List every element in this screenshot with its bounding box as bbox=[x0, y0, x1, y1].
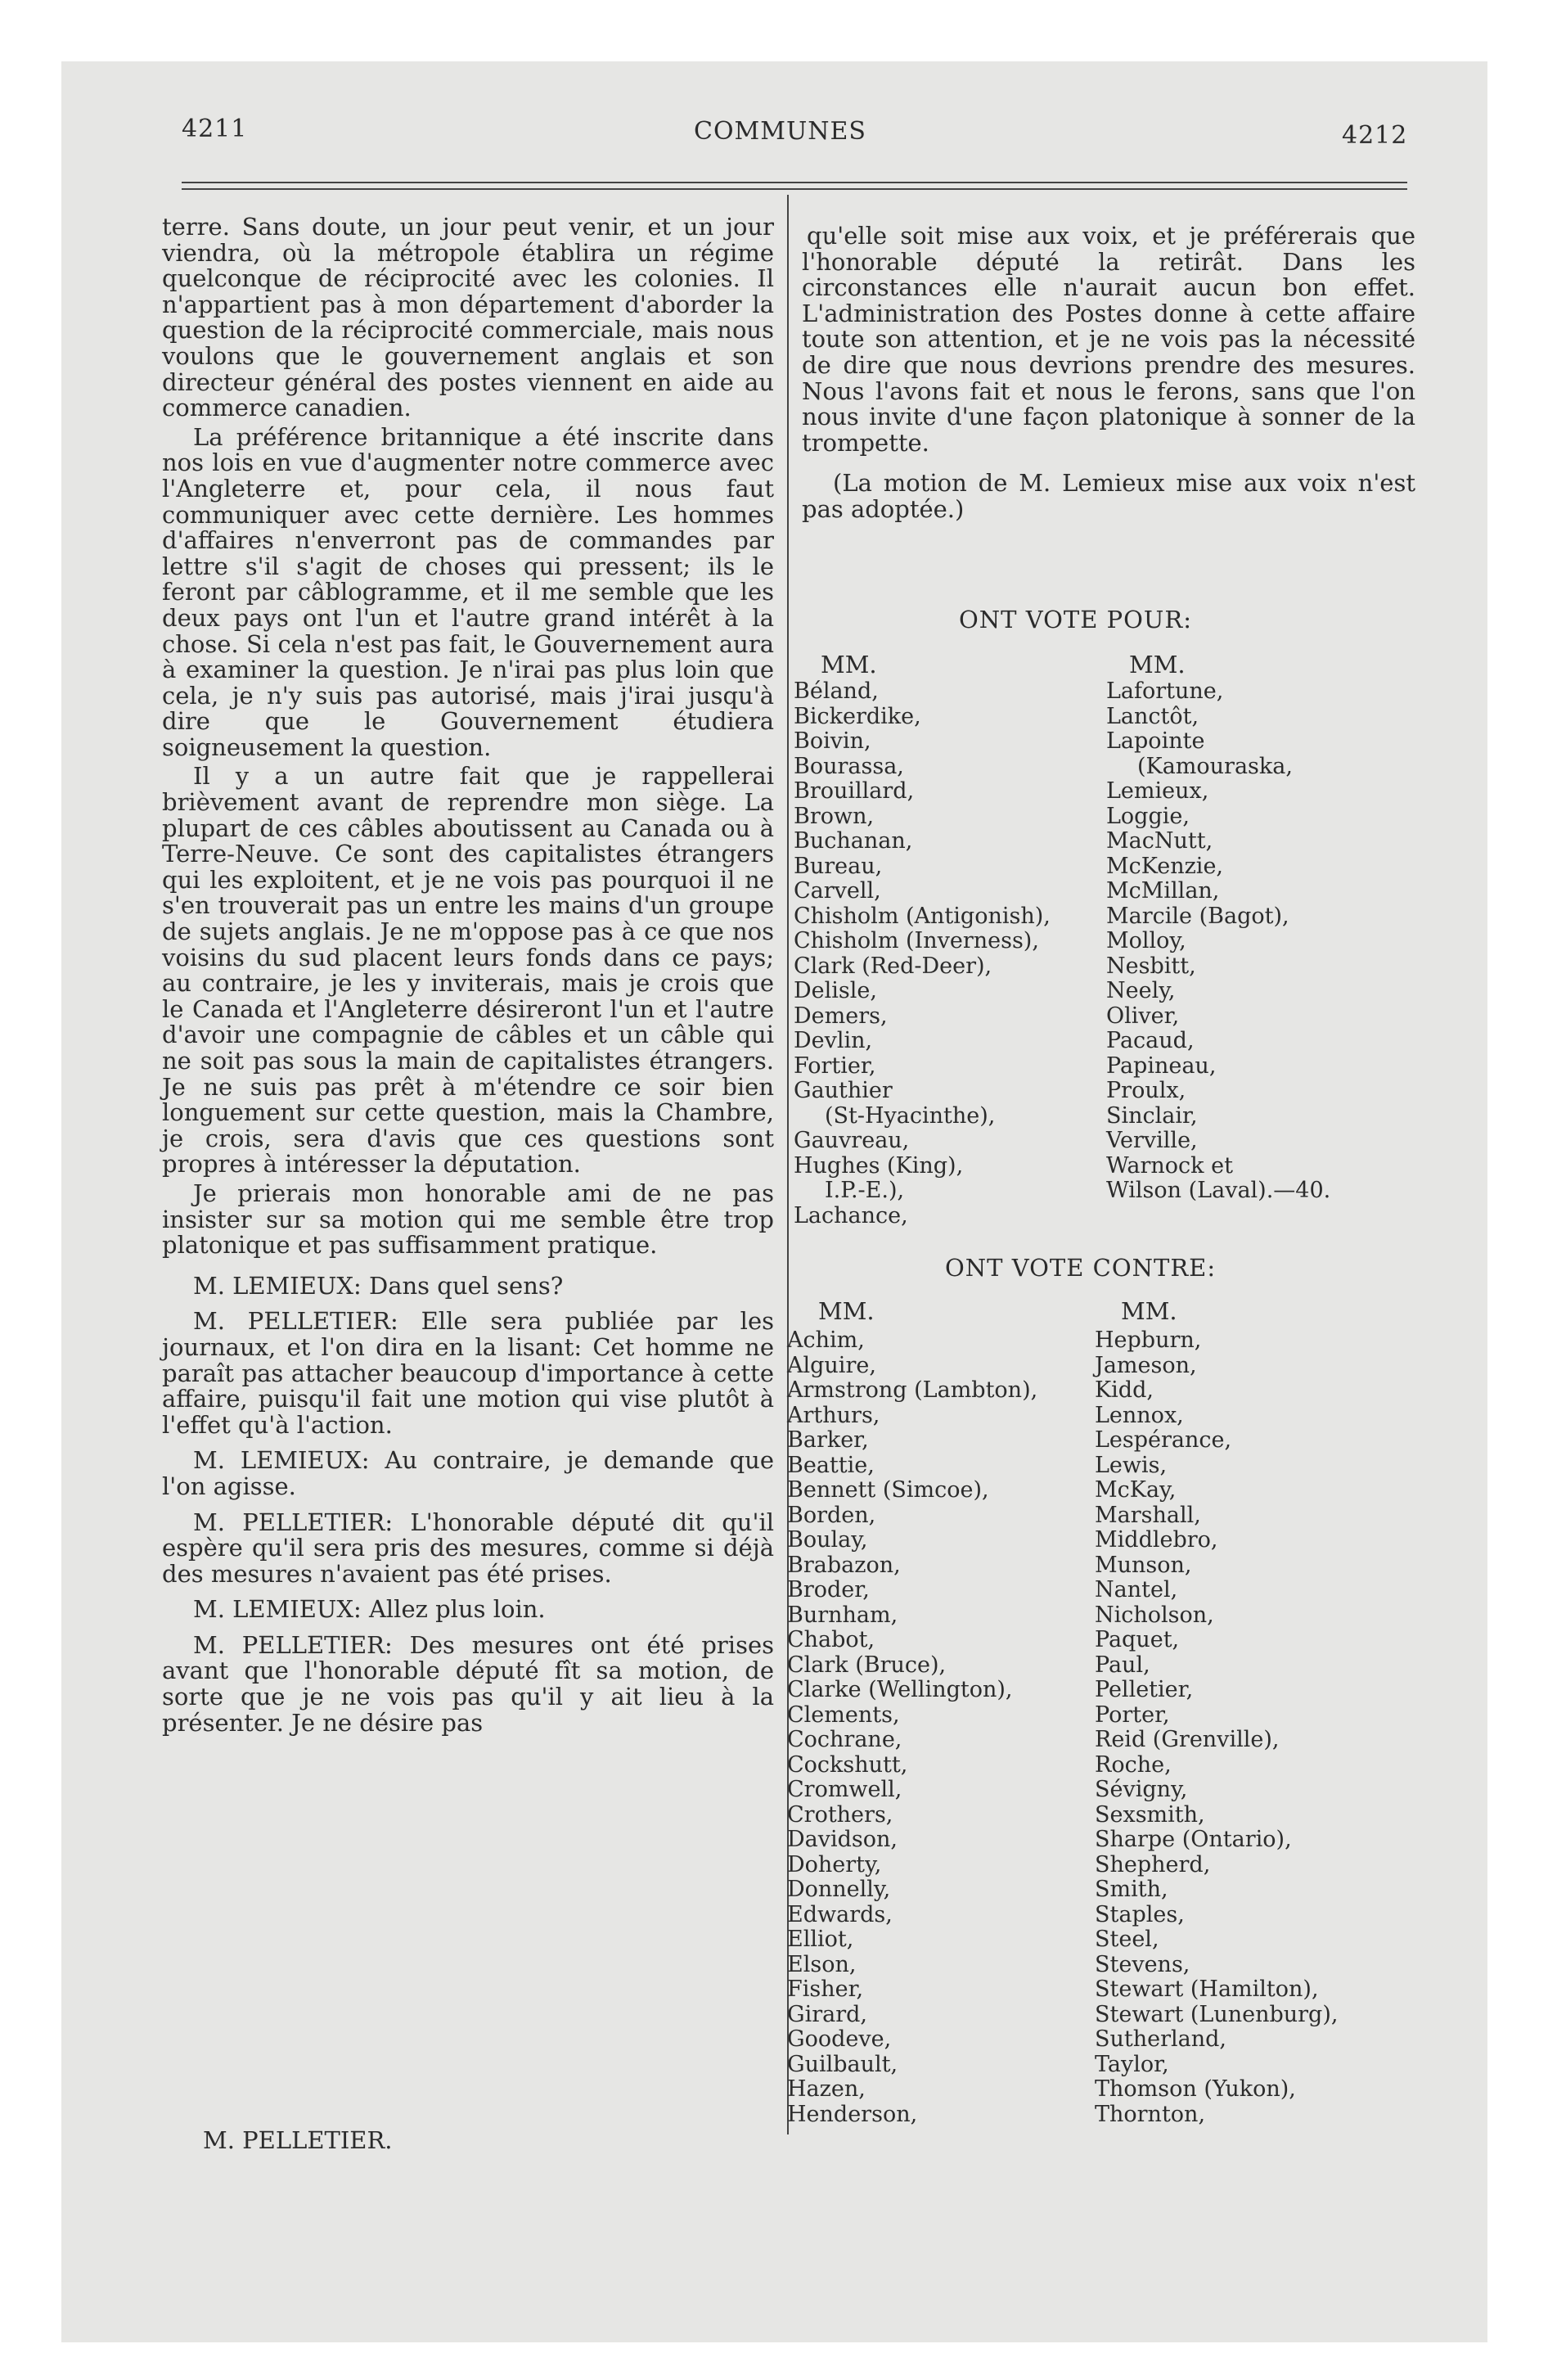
member-name: Paul, bbox=[1095, 1652, 1150, 1678]
member-name: Lafortune, bbox=[1106, 678, 1224, 704]
member-name: Oliver, bbox=[1106, 1003, 1180, 1029]
motion-result: (La motion de M. Lemieux mise aux voix n'est pas adoptée.) bbox=[802, 469, 1415, 523]
left-column bbox=[162, 214, 774, 1739]
member-name: Beattie, bbox=[787, 1452, 875, 1478]
member-name: Thomson (Yukon), bbox=[1095, 2076, 1296, 2102]
member-name: (Kamouraska, bbox=[1137, 753, 1293, 779]
member-name: Béland, bbox=[794, 678, 879, 704]
member-name: Clements, bbox=[787, 1702, 900, 1728]
member-name: Devlin, bbox=[794, 1028, 873, 1053]
member-name: Sévigny, bbox=[1095, 1777, 1188, 1802]
member-name: Roche, bbox=[1095, 1751, 1172, 1778]
paragraph: qu'elle soit mise aux voix, et je préférerais que l'honorable député la retirât. Dans les circonstances elle n'aurait aucun bon effet. L'administration des Postes donne à cette affaire toute son attention, et je ne vois pas la nécessité de dire que nous devrions prendre des mesures. Nous l'avons fait et nous le ferons, sans que l'on nous invite d'une façon platonique à sonner de la trompette. bbox=[802, 222, 1415, 457]
member-name: Broder, bbox=[787, 1577, 870, 1602]
member-name: Chabot, bbox=[787, 1627, 875, 1652]
member-name: Pelletier, bbox=[1095, 1677, 1194, 1702]
member-name: Steel, bbox=[1095, 1927, 1159, 1952]
member-name: Demers, bbox=[794, 1003, 888, 1029]
member-name: Armstrong (Lambton), bbox=[787, 1377, 1038, 1403]
member-name: Nesbitt, bbox=[1106, 953, 1196, 979]
member-name: Stewart (Lunenburg), bbox=[1095, 2001, 1339, 2027]
member-name: Brouillard, bbox=[794, 778, 915, 804]
member-name: I.P.-E.), bbox=[825, 1178, 905, 1203]
member-name: Hepburn, bbox=[1095, 1327, 1202, 1353]
member-name: Boulay, bbox=[787, 1527, 868, 1553]
member-name: Bickerdike, bbox=[794, 703, 921, 729]
member-name: Clark (Red-Deer), bbox=[794, 953, 992, 979]
member-name: Neely, bbox=[1106, 978, 1176, 1003]
member-name: Lespérance, bbox=[1095, 1427, 1232, 1453]
member-name: Wilson (Laval).—40. bbox=[1106, 1178, 1331, 1203]
member-name: Lewis, bbox=[1095, 1452, 1168, 1478]
member-name: Taylor, bbox=[1095, 2051, 1169, 2077]
member-name: Molloy, bbox=[1106, 928, 1186, 953]
member-name: Proulx, bbox=[1106, 1078, 1186, 1103]
member-name: Nantel, bbox=[1095, 1577, 1178, 1602]
member-name: Borden, bbox=[787, 1502, 876, 1528]
member-name: Gauthier bbox=[794, 1078, 893, 1103]
member-name: Reid (Grenville), bbox=[1095, 1727, 1280, 1752]
member-name: Gauvreau, bbox=[794, 1128, 910, 1153]
member-name: Bennett (Simcoe), bbox=[787, 1477, 989, 1503]
member-name: Sexsmith, bbox=[1095, 1801, 1205, 1828]
member-name: Smith, bbox=[1095, 1877, 1168, 1902]
member-name: Chisholm (Antigonish), bbox=[794, 903, 1051, 929]
header-rule-2 bbox=[182, 188, 1407, 190]
member-name: Donnelly, bbox=[787, 1877, 891, 1902]
member-name: Fisher, bbox=[787, 1977, 864, 2002]
member-name: Boivin, bbox=[794, 728, 871, 754]
member-name: Middlebro, bbox=[1095, 1527, 1218, 1553]
vote-pour-list-right bbox=[1106, 679, 1330, 1204]
member-name: Brown, bbox=[794, 803, 875, 829]
member-name: McMillan, bbox=[1106, 878, 1220, 904]
member-name: Clark (Bruce), bbox=[787, 1652, 947, 1678]
right-column-intro bbox=[802, 223, 1415, 526]
member-name: Achim, bbox=[787, 1327, 865, 1353]
member-name: Munson, bbox=[1095, 1552, 1192, 1578]
member-name: Hughes (King), bbox=[794, 1152, 964, 1179]
member-name: Barker, bbox=[787, 1427, 869, 1453]
member-name: McKay, bbox=[1095, 1477, 1177, 1503]
member-name: MacNutt, bbox=[1106, 828, 1213, 854]
member-name: Verville, bbox=[1106, 1128, 1198, 1153]
member-name: Chisholm (Inverness), bbox=[794, 928, 1039, 953]
member-name: Guilbault, bbox=[787, 2051, 898, 2077]
member-name: McKenzie, bbox=[1106, 853, 1224, 879]
member-name: Porter, bbox=[1095, 1702, 1170, 1728]
paragraph: Il y a un autre fait que je rappellerai brièvement avant de reprendre mon siège. La plupart de ces câbles aboutissent au Canada ou à Terre-Neuve. Ce sont des capitalistes étrangers qui les exploitent, et je ne vois pas pourquoi il ne s'en trouverait pas un entre les mains d'un groupe de sujets anglais. Je ne m'oppose pas à ce que nos voisins du sud placent leurs fonds dans ce pays; au contraire, je les y inviterais, mais je crois que le Canada et l'Angleterre désireront l'un et l'autre d'avoir une compagnie de câbles et un câble qui ne soit pas sous la main de capitalistes étrangers. Je ne suis pas prêt à m'étendre ce soir bien longuement sur cette question, mais la Chambre, je crois, sera d'avis que ces questions sont propres à intéresser la députation. bbox=[162, 762, 774, 1179]
member-name: Elson, bbox=[787, 1951, 857, 1977]
member-name: Warnock et bbox=[1106, 1152, 1233, 1179]
vote-pour-list-left bbox=[794, 679, 1051, 1228]
member-name: Girard, bbox=[787, 2001, 867, 2027]
member-name: Brabazon, bbox=[787, 1552, 901, 1578]
paragraph-speaker: M. LEMIEUX: Au contraire, je demande que l'on agisse. bbox=[162, 1446, 774, 1500]
member-name: Lanctôt, bbox=[1106, 703, 1199, 729]
member-name: Fortier, bbox=[794, 1053, 876, 1079]
member-name: Lennox, bbox=[1095, 1402, 1184, 1428]
member-name: Hazen, bbox=[787, 2076, 866, 2102]
member-name: Crothers, bbox=[787, 1801, 893, 1828]
member-name: Bourassa, bbox=[794, 753, 904, 779]
member-name: Cockshutt, bbox=[787, 1751, 908, 1778]
paragraph-speaker: M. LEMIEUX: Allez plus loin. bbox=[193, 1595, 546, 1624]
member-name: Loggie, bbox=[1106, 803, 1190, 829]
footer-label: M. PELLETIER. bbox=[203, 2126, 393, 2154]
member-name: Cromwell, bbox=[787, 1777, 902, 1802]
member-name: Buchanan, bbox=[794, 828, 913, 854]
paragraph-speaker: M. PELLETIER: Elle sera publiée par les journaux, et l'on dira en la lisant: Cet homme ne paraît pas attacher beaucoup d'importance à cette affaire, puisqu'il fait une motion qui vise plutôt à l'effet qu'à l'action. bbox=[162, 1307, 774, 1439]
vote-pour-mm-left: MM. bbox=[821, 651, 877, 678]
paragraph: Je prierais mon honorable ami de ne pas insister sur sa motion qui me semble être trop platonique et pas suffisamment pratique. bbox=[162, 1179, 774, 1260]
member-name: Marcile (Bagot), bbox=[1106, 903, 1289, 929]
member-name: Lachance, bbox=[794, 1202, 908, 1228]
member-name: Goodeve, bbox=[787, 2026, 892, 2052]
vote-contre-heading: ONT VOTE CONTRE: bbox=[945, 1254, 1217, 1282]
paragraph-speaker: M. PELLETIER: Des mesures ont été prises avant que l'honorable député fît sa motion, de sorte que je ne vois pas qu'il y ait lieu à la présenter. Je ne désire pas bbox=[162, 1630, 774, 1737]
header-rule bbox=[182, 182, 1407, 183]
member-name: Papineau, bbox=[1106, 1053, 1217, 1079]
member-name: (St-Hyacinthe), bbox=[825, 1102, 996, 1129]
page-title: COMMUNES bbox=[694, 117, 866, 146]
member-name: Clarke (Wellington), bbox=[787, 1677, 1013, 1702]
member-name: Pacaud, bbox=[1106, 1028, 1195, 1053]
member-name: Kidd, bbox=[1095, 1377, 1154, 1403]
member-name: Doherty, bbox=[787, 1851, 882, 1877]
member-name: Paquet, bbox=[1095, 1627, 1180, 1652]
member-name: Delisle, bbox=[794, 978, 877, 1003]
member-name: Lemieux, bbox=[1106, 778, 1209, 804]
member-name: Marshall, bbox=[1095, 1502, 1201, 1528]
vote-contre-mm-left: MM. bbox=[818, 1297, 875, 1325]
member-name: Henderson, bbox=[787, 2101, 918, 2127]
page-number-right: 4212 bbox=[1342, 121, 1408, 150]
vote-contre-mm-right: MM. bbox=[1121, 1297, 1177, 1325]
member-name: Alguire, bbox=[787, 1352, 876, 1378]
member-name: Cochrane, bbox=[787, 1727, 902, 1752]
member-name: Sutherland, bbox=[1095, 2026, 1226, 2052]
member-name: Stewart (Hamilton), bbox=[1095, 1977, 1319, 2002]
paragraph-speaker: M. PELLETIER: L'honorable député dit qu'il espère qu'il sera pris des mesures, comme si déjà des mesures n'avaient pas été prises. bbox=[162, 1508, 774, 1588]
paragraph-speaker: M. LEMIEUX: Dans quel sens? bbox=[193, 1271, 564, 1300]
member-name: Sinclair, bbox=[1106, 1102, 1198, 1129]
member-name: Bureau, bbox=[794, 853, 883, 879]
member-name: Burnham, bbox=[787, 1602, 898, 1628]
member-name: Nicholson, bbox=[1095, 1602, 1214, 1628]
member-name: Arthurs, bbox=[787, 1402, 880, 1428]
vote-pour-heading: ONT VOTE POUR: bbox=[959, 606, 1192, 633]
member-name: Davidson, bbox=[787, 1827, 898, 1852]
vote-contre-list-right bbox=[1095, 1328, 1338, 2127]
member-name: Edwards, bbox=[787, 1901, 893, 1927]
member-name: Shepherd, bbox=[1095, 1851, 1211, 1877]
member-name: Stevens, bbox=[1095, 1951, 1190, 1977]
member-name: Jameson, bbox=[1095, 1352, 1197, 1378]
member-name: Lapointe bbox=[1106, 728, 1205, 754]
member-name: Thornton, bbox=[1095, 2101, 1206, 2127]
member-name: Sharpe (Ontario), bbox=[1095, 1827, 1292, 1852]
member-name: Staples, bbox=[1095, 1901, 1185, 1927]
vote-pour-mm-right: MM. bbox=[1129, 651, 1186, 678]
member-name: Elliot, bbox=[787, 1927, 854, 1952]
paragraph: terre. Sans doute, un jour peut venir, et un jour viendra, où la métropole établira un régime quelconque de réciprocité avec les colonies. Il n'appartient pas à mon département d'aborder la question de la réciprocité commerciale, mais nous voulons que le gouvernement anglais et son directeur général des postes viennent en aide au commerce canadien. bbox=[162, 213, 774, 422]
member-name: Carvell, bbox=[794, 878, 881, 904]
paragraph: La préférence britannique a été inscrite dans nos lois en vue d'augmenter notre commerce avec l'Angleterre et, pour cela, il nous faut communiquer avec cette dernière. Les hommes d'affaires n'enverront pas de commandes par lettre s'il s'agit de choses qui pressent; ils le feront par câblogramme, et il me semble que les deux pays ont l'un et l'autre grand intérêt à la chose. Si cela n'est pas fait, le Gouvernement aura à examiner la question. Je n'irai pas plus loin que cela, je n'y suis pas autorisé, mais j'irai jusqu'à dire que le Gouvernement étudiera soigneusement la question. bbox=[162, 422, 774, 761]
vote-contre-list-left bbox=[787, 1328, 1037, 2127]
page-number-left: 4211 bbox=[182, 115, 248, 143]
